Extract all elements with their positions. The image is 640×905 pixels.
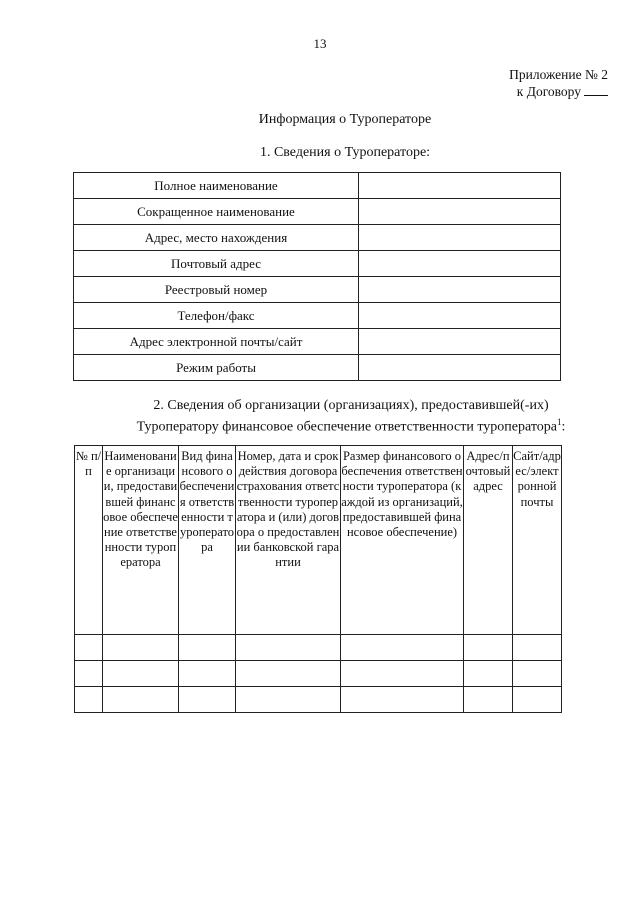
table-cell — [179, 687, 236, 713]
contract-reference: к Договору — [516, 84, 581, 99]
table-row — [75, 687, 562, 713]
table-cell — [236, 661, 341, 687]
contract-number-blank — [584, 84, 608, 96]
column-header: Номер, дата и срок действия договора страхования ответственности туроператора и (или) договора о предоставлении банковской гарантии — [236, 446, 341, 635]
info-row — [74, 225, 561, 251]
table-row — [75, 635, 562, 661]
table-cell — [464, 661, 513, 687]
info-row-value — [359, 199, 561, 225]
table-cell — [75, 661, 103, 687]
info-row-label: Режим работы — [74, 355, 359, 381]
info-row-label: Реестровый номер — [74, 277, 359, 303]
info-row — [74, 303, 561, 329]
info-row — [74, 355, 561, 381]
column-header: Адрес/почтовый адрес — [464, 446, 513, 635]
table-row — [75, 661, 562, 687]
info-row-value — [359, 277, 561, 303]
table-cell — [75, 687, 103, 713]
info-row — [74, 199, 561, 225]
column-header: Размер финансового обеспечения ответственности туроператора (каждой из организаций, предоставившей финансовое обеспечение) — [341, 446, 464, 635]
table-cell — [341, 687, 464, 713]
column-header: № п/п — [75, 446, 103, 635]
info-row-value — [359, 173, 561, 199]
appendix-number: Приложение № 2 — [509, 67, 608, 82]
contract-reference-line — [509, 83, 608, 100]
table-cell — [103, 661, 179, 687]
table-cell — [513, 635, 562, 661]
table-cell — [179, 635, 236, 661]
info-row — [74, 251, 561, 277]
table-cell — [341, 635, 464, 661]
column-header: Наименование организации, предоставившей финансовое обеспечение ответственности туроператора — [103, 446, 179, 635]
info-row-value — [359, 303, 561, 329]
info-row-label: Адрес электронной почты/сайт — [74, 329, 359, 355]
info-row-label: Телефон/факс — [74, 303, 359, 329]
table-cell — [513, 661, 562, 687]
table-cell — [236, 687, 341, 713]
table-cell — [513, 687, 562, 713]
table-cell — [179, 661, 236, 687]
column-header: Вид финансового обеспечения ответственности туроператора — [179, 446, 236, 635]
table-cell — [103, 687, 179, 713]
section-2-heading-line2 — [0, 414, 640, 436]
table-cell — [75, 635, 103, 661]
section-1-heading: 1. Сведения о Туроператоре: — [259, 145, 431, 160]
column-header: Сайт/адрес/электронной почты — [513, 446, 562, 635]
table-cell — [236, 635, 341, 661]
document-title: Информация о Туроператоре — [258, 112, 432, 127]
info-row-label: Сокращенное наименование — [74, 199, 359, 225]
info-row — [74, 329, 561, 355]
table-cell — [341, 661, 464, 687]
info-row-label: Почтовый адрес — [74, 251, 359, 277]
financial-guarantee-table — [74, 445, 562, 713]
table-cell — [103, 635, 179, 661]
info-row — [74, 277, 561, 303]
page-number: 13 — [313, 36, 327, 51]
info-row-value — [359, 225, 561, 251]
info-row — [74, 173, 561, 199]
section-2-heading — [0, 397, 640, 436]
footnote-mark: 1 — [557, 417, 562, 427]
table-cell — [464, 687, 513, 713]
info-row-label: Адрес, место нахождения — [74, 225, 359, 251]
section-2-heading-text: Туроператору финансовое обеспечение ответственности туроператора — [136, 419, 557, 435]
section-2-heading-colon: : — [561, 419, 566, 435]
info-row-value — [359, 251, 561, 277]
appendix-reference — [509, 66, 608, 100]
info-row-value — [359, 329, 561, 355]
tour-operator-info-table — [73, 172, 561, 381]
info-row-value — [359, 355, 561, 381]
table-cell — [464, 635, 513, 661]
info-row-label: Полное наименование — [74, 173, 359, 199]
section-2-heading-line1: 2. Сведения об организации (организациях), предоставившей(-их) — [153, 398, 549, 413]
